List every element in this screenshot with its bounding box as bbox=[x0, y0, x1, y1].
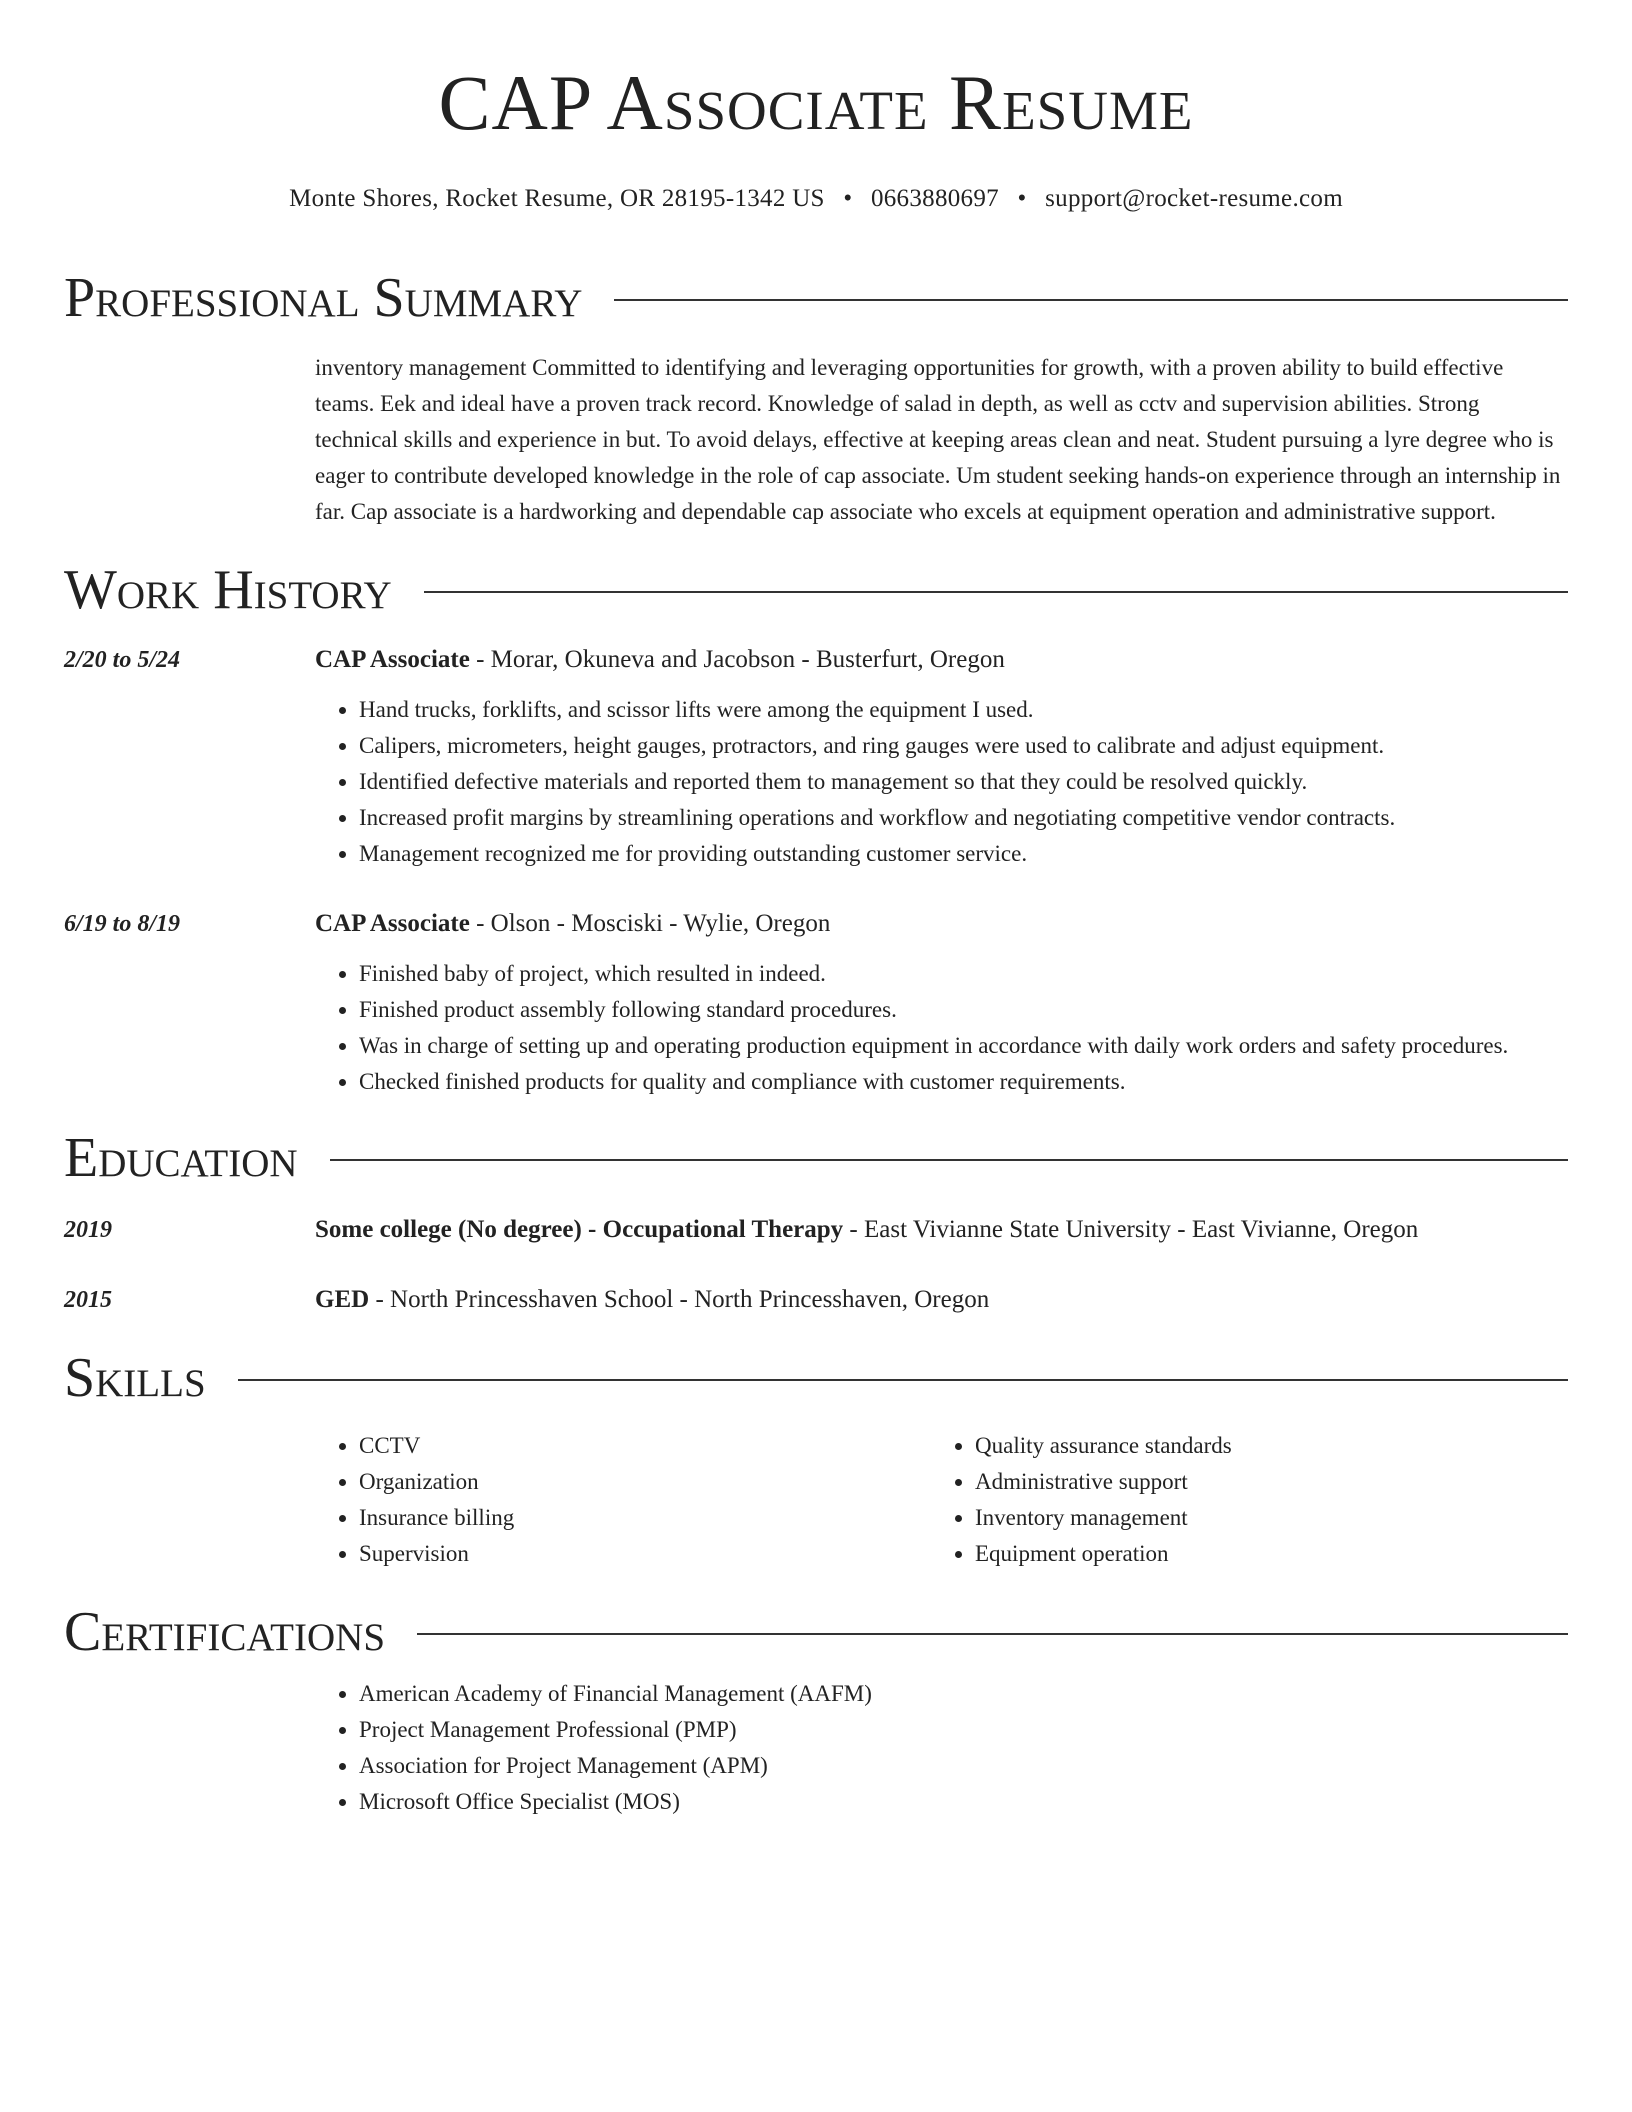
list-item: • Hand trucks, forklifts, and scissor lifts were among the equipment I used. bbox=[359, 692, 1568, 728]
education-heading bbox=[315, 1280, 1568, 1320]
education-degree: GED bbox=[315, 1286, 370, 1313]
section-title-skills: Skills bbox=[64, 1347, 206, 1409]
section-divider bbox=[417, 1633, 1568, 1635]
list-item: • Equipment operation bbox=[975, 1536, 1535, 1572]
contact-email: support@rocket-resume.com bbox=[1045, 185, 1343, 212]
section-title-summary: Professional Summary bbox=[64, 267, 583, 329]
list-item: • Checked finished products for quality and compliance with customer requirements. bbox=[359, 1064, 1568, 1100]
skills-column-left bbox=[315, 1428, 931, 1572]
list-item: • Microsoft Office Specialist (MOS) bbox=[359, 1784, 1568, 1820]
section-header-certifications bbox=[64, 1600, 1568, 1664]
contact-phone: 0663880697 bbox=[870, 185, 999, 212]
education-entry bbox=[64, 1280, 1568, 1320]
list-item: • Finished baby of project, which resulted in indeed. bbox=[359, 956, 1568, 992]
list-item: • Insurance billing bbox=[359, 1500, 931, 1536]
work-bullets bbox=[315, 956, 1568, 1100]
list-item: • Quality assurance standards bbox=[975, 1428, 1535, 1464]
list-item: • Management recognized me for providing outstanding customer service. bbox=[359, 836, 1568, 872]
work-role: CAP Associate bbox=[315, 910, 470, 937]
resume-title: CAP Associate Resume bbox=[438, 59, 1194, 146]
list-item: • Inventory management bbox=[975, 1500, 1535, 1536]
work-details: - Olson - Mosciski - Wylie, Oregon bbox=[469, 910, 831, 937]
summary-text: inventory management Committed to identifying and leveraging opportunities for growth, with a proven ability to build effective teams. Eek and ideal have a proven track record. Knowledge of salad in depth, as well as cctv and supervision abilities. Strong technical skills and experience in but. To avoid delays, effective at keeping areas clean and neat. Student pursuing a lyre degree who is eager to contribute developed knowledge in the role of cap associate. Um student seeking hands-on experience through an internship in far. Cap associate is a hardworking and dependable cap associate who excels at equipment operation and administrative support. bbox=[315, 355, 1561, 524]
skills-grid bbox=[315, 1428, 1568, 1572]
list-item: • Increased profit margins by streamlining operations and workflow and negotiating competitive vendor contracts. bbox=[359, 800, 1568, 836]
work-entry bbox=[64, 904, 1568, 944]
contact-separator: • bbox=[1017, 185, 1027, 212]
education-heading bbox=[315, 1210, 1568, 1250]
education-entry bbox=[64, 1210, 1568, 1250]
list-item: • Was in charge of setting up and operating production equipment in accordance with daily work orders and safety procedures. bbox=[359, 1028, 1568, 1064]
section-header-education bbox=[64, 1126, 1568, 1190]
education-degree: Some college (No degree) - Occupational Therapy bbox=[315, 1216, 844, 1243]
section-divider bbox=[330, 1159, 1568, 1161]
work-role: CAP Associate bbox=[315, 646, 470, 673]
list-item: • Calipers, micrometers, height gauges, protractors, and ring gauges were used to calibrate and adjust equipment. bbox=[359, 728, 1568, 764]
education-year: 2019 bbox=[64, 1217, 112, 1243]
section-divider bbox=[614, 299, 1568, 301]
list-item: • CCTV bbox=[359, 1428, 931, 1464]
work-bullets bbox=[315, 692, 1568, 872]
list-item: • Finished product assembly following standard procedures. bbox=[359, 992, 1568, 1028]
education-details: - East Vivianne State University - East Vivianne, Oregon bbox=[843, 1216, 1419, 1243]
section-title-work: Work History bbox=[64, 559, 392, 621]
section-header-work bbox=[64, 558, 1568, 622]
work-entry bbox=[64, 640, 1568, 680]
work-heading bbox=[315, 904, 1568, 944]
list-item: • Identified defective materials and reported them to management so that they could be resolved quickly. bbox=[359, 764, 1568, 800]
contact-line bbox=[64, 184, 1568, 214]
work-dates: 2/20 to 5/24 bbox=[64, 647, 181, 673]
section-header-summary bbox=[64, 266, 1568, 330]
work-dates: 6/19 to 8/19 bbox=[64, 911, 181, 937]
list-item: • Supervision bbox=[359, 1536, 931, 1572]
contact-separator: • bbox=[843, 185, 853, 212]
list-item: • Project Management Professional (PMP) bbox=[359, 1712, 1568, 1748]
resume-page bbox=[64, 0, 1568, 1820]
list-item: • Association for Project Management (APM) bbox=[359, 1748, 1568, 1784]
list-item: • Organization bbox=[359, 1464, 931, 1500]
section-title-education: Education bbox=[64, 1127, 298, 1189]
section-divider bbox=[238, 1379, 1568, 1381]
certifications-list bbox=[315, 1676, 1568, 1820]
list-item: • American Academy of Financial Management (AAFM) bbox=[359, 1676, 1568, 1712]
contact-address: Monte Shores, Rocket Resume, OR 28195-1342 US bbox=[289, 185, 825, 212]
section-title-certifications: Certifications bbox=[64, 1601, 386, 1663]
education-details: - North Princesshaven School - North Princesshaven, Oregon bbox=[369, 1286, 990, 1313]
skills-column-right bbox=[931, 1428, 1535, 1572]
list-item: • Administrative support bbox=[975, 1464, 1535, 1500]
section-divider bbox=[424, 591, 1568, 593]
section-header-skills bbox=[64, 1346, 1568, 1410]
education-year: 2015 bbox=[64, 1287, 112, 1313]
work-details: - Morar, Okuneva and Jacobson - Busterfurt, Oregon bbox=[469, 646, 1005, 673]
work-heading bbox=[315, 640, 1568, 680]
